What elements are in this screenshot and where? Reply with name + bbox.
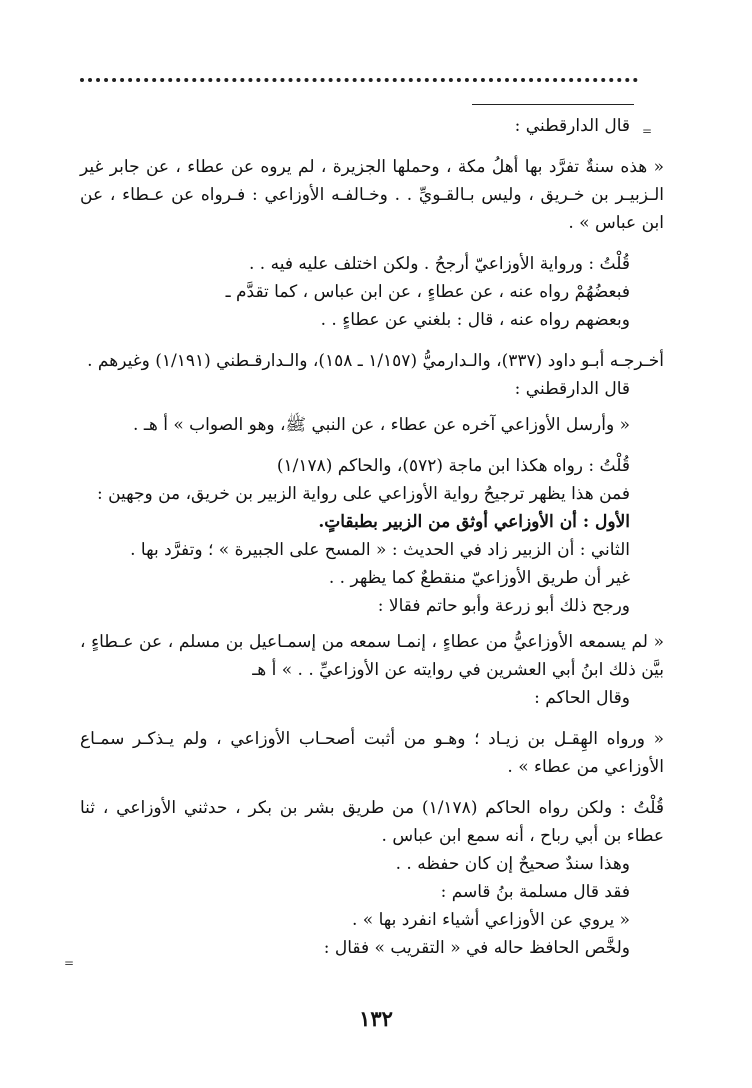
- text-line: وهذا سندٌ صحيحٌ إن كان حفظه . .: [395, 854, 630, 874]
- margin-mark-bottom: =: [64, 956, 75, 970]
- dotted-separator: [80, 78, 638, 82]
- text-line: فمن هذا يظهر ترجيحُ رواية الأوزاعي على رواية الزبير بن خريق، من وجهين :: [96, 484, 630, 504]
- text-line: ولخَّص الحافظ حاله في « التقريب » فقال :: [323, 938, 630, 958]
- text-line: قال الدارقطني :: [514, 116, 630, 136]
- text-line: فبعضُهُمْ رواه عنه ، عن عطاءٍ ، عن ابن عباس ، كما تقدَّم ـ: [225, 282, 630, 302]
- text-line: قال الدارقطني :: [514, 379, 630, 399]
- text-line: غير أن طريق الأوزاعيّ منقطعٌ كما يظهر . .: [328, 568, 630, 588]
- text-line: « ورواه الهِقـل بن زيـاد ؛ وهـو من أثبت أصحـاب الأوزاعي ، ولم يـذكـر سمـاع الأوزاعي من عطاء » .: [80, 729, 664, 777]
- header-rule: [472, 104, 634, 105]
- text-line: وبعضهم رواه عنه ، قال : بلغني عن عطاءٍ . .: [320, 310, 630, 330]
- text-line: « لم يسمعه الأوزاعيُّ من عطاءٍ ، إنمـا سمعه من إسمـاعيل بن مسلم ، عن عـطاءٍ ، بيَّن ذلك ابنُ أبي العشرين في روايته عن الأوزاعيِّ . . » أ هـ: [80, 632, 664, 680]
- text-line: الثاني : أن الزبير زاد في الحديث : « المسح على الجبيرة » ؛ وتفرَّد بها .: [130, 540, 630, 560]
- text-line: وقال الحاكم :: [534, 688, 630, 708]
- text-line: ورجح ذلك أبو زرعة وأبو حاتم فقالا :: [377, 596, 630, 616]
- text-line: قُلْتُ : ولكن رواه الحاكم (١/١٧٨) من طريق بشر بن بكر ، حدثني الأوزاعي ، ثنا عطاء بن أبي رباح ، أنه سمع ابن عباس .: [80, 798, 664, 846]
- text-line: « يروي عن الأوزاعي أشياء انفرد بها » .: [351, 910, 630, 930]
- page-number: ١٣٢: [359, 1006, 393, 1031]
- text-line: فقد قال مسلمة بنُ قاسم :: [440, 882, 630, 902]
- text-line: قُلْتُ : ورواية الأوزاعيّ أرجحُ . ولكن اختلف عليه فيه . .: [248, 254, 630, 274]
- text-line: أخـرجـه أبـو داود (٣٣٧)، والـدارميُّ (١/١٥٧ ـ ١٥٨)، والـدارقـطني (١/١٩١) وغيرهم .: [87, 351, 664, 371]
- text-line: « هذه سنةٌ تفرَّد بها أهلُ مكة ، وحملها الجزيرة ، لم يروه عن عطاء ، عن جابر غير الـزبيـر بن خـريق ، وليس بـالقـويِّ . . وخـالفـه الأوزاعي : فـرواه عن عـطاء ، عن ابن عباس » .: [80, 157, 664, 233]
- text-line: قُلْتُ : رواه هكذا ابن ماجة (٥٧٢)، والحاكم (١/١٧٨): [276, 456, 630, 476]
- text-line: الأول : أن الأوزاعي أوثق من الزبير بطبقاتٍ.: [318, 512, 630, 532]
- text-line: « وأرسل الأوزاعي آخره عن عطاء ، عن النبي ﷺ، وهو الصواب » أ هـ .: [133, 415, 630, 435]
- page-body: [80, 112, 664, 962]
- margin-mark-top: =: [641, 124, 652, 138]
